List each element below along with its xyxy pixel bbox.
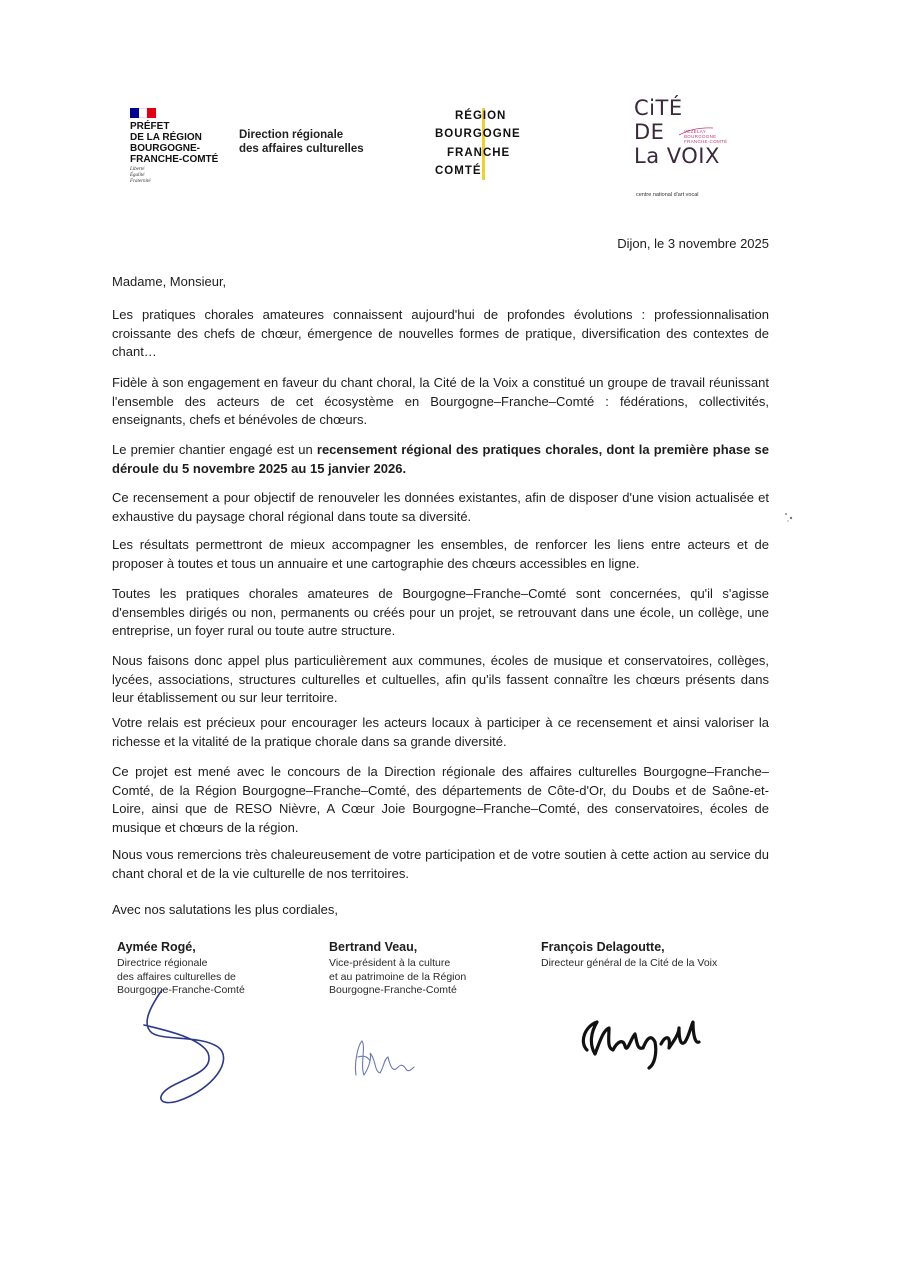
paragraph xyxy=(112,489,769,526)
paragraph-text: Ce projet est mené avec le concours de la Direction régionale des affaires culturelles Bourgogne–Franche–Comté, de la Région Bourgogne–Franche–Comté, des départements de Côte-d'Or, du Doubs et de Saône-et-Loire, ainsi que de RESO Nièvre, A Cœur Joie Bourgogne–Franche–Comté, des conservatoires, écoles de musique et chœurs de la région. xyxy=(112,764,769,835)
paragraph xyxy=(112,585,769,641)
paragraph xyxy=(112,763,769,837)
region-logo-line: RÉGION xyxy=(455,110,507,122)
cite-logo-line: DE xyxy=(634,120,665,144)
census-dates-highlight: recensement régional des pratiques chorales, dont la première phase se déroule du 5 novembre 2025 au 15 janvier 2026. xyxy=(112,442,769,476)
paragraph-text: Votre relais est précieux pour encourager les acteurs locaux à participer à ce recensement et ainsi valoriser la richesse et la vitalité de la pratique chorale dans sa grande diversité. xyxy=(112,715,769,749)
paragraph xyxy=(112,652,769,708)
prefet-name: PRÉFET DE LA RÉGION BOURGOGNE- FRANCHE-COMTÉ xyxy=(130,121,219,165)
region-logo-line: COMTÉ xyxy=(435,165,482,177)
prefet-motto: Liberté Égalité Fraternité xyxy=(130,167,151,184)
cite-logo-subtitle: VÉZELAY BOURGOGNE FRANCHE-COMTÉ xyxy=(684,129,728,144)
signatory-name: Bertrand Veau, xyxy=(329,940,418,954)
paragraph xyxy=(112,536,769,573)
marianne-flag-icon xyxy=(130,108,156,118)
paragraph-text: Les pratiques chorales amateures connaissent aujourd'hui de profondes évolutions : professionnalisation croissante des chefs de chœur, émergence de nouvelles formes de pratique, diversification des contextes de chant… xyxy=(112,307,769,359)
paragraph xyxy=(112,374,769,430)
prefet-logo xyxy=(130,108,218,185)
paragraph xyxy=(112,306,769,362)
cite-logo-line: La VOIX xyxy=(634,144,720,168)
cite-logo-line: CiTÉ xyxy=(634,96,683,120)
paragraph-text: Toutes les pratiques chorales amateures de Bourgogne–Franche–Comté sont concernées, qu'il s'agisse d'ensembles dirigés ou non, permanents ou créés pour un projet, se retrouvant dans une école, un collège, une entreprise, un foyer rural ou toute autre structure. xyxy=(112,586,769,638)
region-logo xyxy=(435,108,535,180)
letter-date: Dijon, le 3 novembre 2025 xyxy=(617,236,769,251)
signatory-role: Directeur général de la Cité de la Voix xyxy=(541,957,718,969)
signatory-name: Aymée Rogé, xyxy=(117,940,196,954)
signatory-role: Directrice régionale des affaires culturelles de Bourgogne-Franche-Comté xyxy=(117,957,245,996)
paragraph-text: Les résultats permettront de mieux accompagner les ensembles, de renforcer les liens entre acteurs et de proposer à toutes et tous un annuaire et une cartographie des chœurs accessibles en ligne. xyxy=(112,537,769,571)
paragraph xyxy=(112,441,769,478)
paragraph-text: Nous faisons donc appel plus particulièrement aux communes, écoles de musique et conservatoires, collèges, lycées, associations, structures culturelles et cultuelles, afin qu'ils fassent connaître les chœurs présents dans leur établissement ou sur leur territoire. xyxy=(112,653,769,705)
region-logo-line: FRANCHE xyxy=(447,147,511,159)
signatory-role: Vice-président à la culture et au patrimoine de la Région Bourgogne-Franche-Comté xyxy=(329,957,467,996)
paragraph-text: Fidèle à son engagement en faveur du chant choral, la Cité de la Voix a constitué un groupe de travail réunissant l'ensemble des acteurs de cet écosystème en Bourgogne–Franche–Comté : fédérations, collectivités, enseignants, chefs et bénévoles de chœurs. xyxy=(112,375,769,427)
scan-speck xyxy=(782,510,796,524)
paragraph xyxy=(112,714,769,751)
paragraph-text: Le premier chantier engagé est un xyxy=(112,442,317,457)
salutation: Madame, Monsieur, xyxy=(112,274,227,289)
paragraph-text: Nous vous remercions très chaleureusement de votre participation et de votre soutien à cette action au service du chant choral et de la vie culturelle de nos territoires. xyxy=(112,847,769,881)
signature-delagoutte xyxy=(575,1008,705,1074)
signatory-block xyxy=(541,940,717,971)
cite-de-la-voix-logo xyxy=(634,97,744,197)
cite-logo-tagline: centre national d'art vocal xyxy=(636,192,699,198)
signature-roge xyxy=(130,985,240,1110)
closing: Avec nos salutations les plus cordiales, xyxy=(112,902,338,917)
signatory-block xyxy=(329,940,466,998)
drac-name: Direction régionale des affaires culturelles xyxy=(239,129,364,155)
paragraph xyxy=(112,846,769,883)
signatory-name: François Delagoutte, xyxy=(541,940,665,954)
signature-veau xyxy=(350,1035,420,1083)
paragraph-text: Ce recensement a pour objectif de renouveler les données existantes, afin de disposer d'une vision actualisée et exhaustive du paysage choral régional dans toute sa diversité. xyxy=(112,490,769,524)
region-logo-line: BOURGOGNE xyxy=(435,128,521,140)
